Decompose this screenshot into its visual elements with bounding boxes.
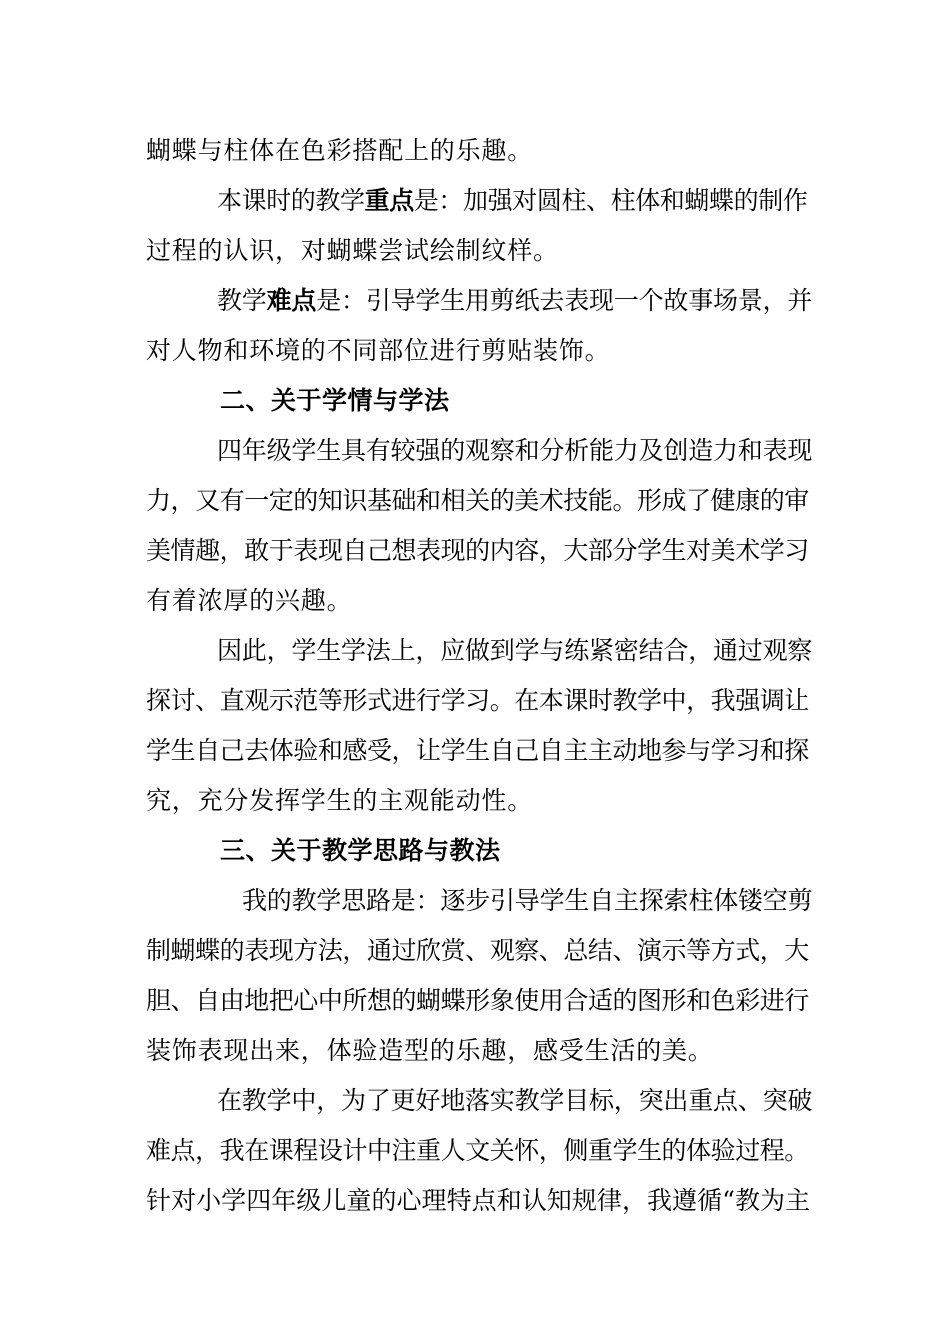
paragraph-line: 我的教学思路是：逐步引导学生自主探索柱体镂空剪	[242, 886, 813, 915]
paragraph-line: 过程的认识，对蝴蝶尝试绘制纹样。	[146, 236, 559, 265]
paragraph-line: 究，充分发挥学生的主观能动性。	[146, 786, 534, 815]
paragraph-line: 蝴蝶与柱体在色彩搭配上的乐趣。	[146, 136, 534, 165]
key-point-suffix: 是：加强对圆柱、柱体和蝴蝶的制作	[413, 186, 808, 215]
difficulty-line	[217, 281, 812, 321]
key-point-prefix: 本课时的教学	[217, 186, 365, 215]
paragraph-line: 装饰表现出来，体验造型的乐趣，感受生活的美。	[146, 1036, 714, 1065]
key-point-emphasis: 重点	[364, 186, 414, 215]
key-point-line	[217, 181, 807, 221]
paragraph-line: 胆、自由地把心中所想的蝴蝶形象使用合适的图形和色彩进行	[146, 986, 809, 1015]
paragraph-line: 难点，我在课程设计中注重人文关怀，侧重学生的体验过程。	[146, 1136, 809, 1165]
paragraph-line: 有着浓厚的兴趣。	[146, 586, 353, 615]
paragraph-line: 制蝴蝶的表现方法，通过欣赏、观察、总结、演示等方式，大	[146, 936, 809, 965]
paragraph-line: 因此，学生学法上，应做到学与练紧密结合，通过观察	[217, 636, 813, 665]
difficulty-prefix: 教学	[217, 286, 267, 315]
difficulty-suffix: 是：引导学生用剪纸去表现一个故事场景，并	[316, 286, 813, 315]
paragraph-line: 对人物和环境的不同部位进行剪贴装饰。	[146, 336, 611, 365]
paragraph-line: 探讨、直观示范等形式进行学习。在本课时教学中，我强调让	[146, 686, 809, 715]
section-heading-3: 三、关于教学思路与教法	[220, 836, 501, 865]
paragraph-line: 四年级学生具有较强的观察和分析能力及创造力和表现	[217, 436, 813, 465]
paragraph-line: 针对小学四年级儿童的心理特点和认知规律，我遵循“教为主	[146, 1186, 811, 1215]
paragraph-line: 力，又有一定的知识基础和相关的美术技能。形成了健康的审	[146, 486, 809, 515]
paragraph-line: 学生自己去体验和感受，让学生自己自主主动地参与学习和探	[146, 736, 809, 765]
difficulty-emphasis: 难点	[266, 286, 317, 315]
section-heading-2: 二、关于学情与学法	[220, 386, 450, 415]
paragraph-line: 美情趣，敢于表现自己想表现的内容，大部分学生对美术学习	[146, 536, 809, 565]
paragraph-line: 在教学中，为了更好地落实教学目标，突出重点、突破	[217, 1086, 813, 1115]
